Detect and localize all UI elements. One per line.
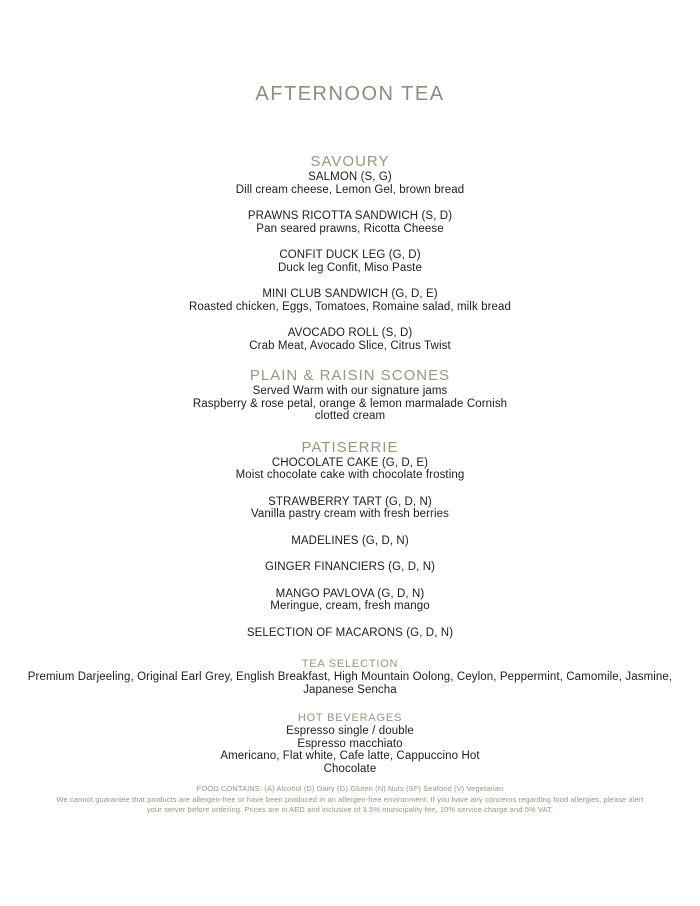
menu-item [0,457,700,482]
menu-item [0,627,700,640]
item-description: Roasted chicken, Eggs, Tomatoes, Romaine salad, milk bread [189,300,511,313]
item-name: CHOCOLATE CAKE (G, D, E) [271,456,429,469]
section-patisserie [0,440,700,640]
scones-line: Raspberry & rose petal, orange & lemon marmalade Cornish [192,397,508,410]
section-tea-selection [0,658,700,696]
hot-beverages-line: Espresso macchiato [297,737,403,750]
hot-beverages-line: Chocolate [323,762,377,775]
item-description: Moist chocolate cake with chocolate frosting [235,469,465,481]
item-name: CONFIT DUCK LEG (G, D) [279,249,421,261]
scones-header: PLAIN & RAISIN SCONES [249,367,451,384]
allergen-disclaimer-line-1: We cannot guarantee that products are allergen-free or have been produced in an allergen-free environment. If you have any concerns regarding food allergies, please alert [56,794,644,804]
tea-selection-line: Japanese Sencha [303,683,397,696]
tea-selection-header: TEA SELECTION [301,658,399,670]
scones-line: clotted cream [314,410,386,422]
footer [0,784,700,816]
section-hot-beverages [0,712,700,775]
allergen-legend: FOOD CONTAINS: (A) Alcohol (D) Dairy (G) Gluten (N) Nuts (SF) Seafood (V) Vegetarian [196,784,504,793]
item-name: STRAWBERRY TART (G, D, N) [268,495,432,508]
item-description: Crab Meat, Avocado Slice, Citrus Twist [249,339,451,352]
item-name: MINI CLUB SANDWICH (G, D, E) [262,288,438,300]
menu-item [0,171,700,196]
menu-item [0,496,700,521]
allergen-disclaimer-line-2: your server before ordering. Prices are in AED and inclusive of 3.5% municipality fee, 10% service charge and 5% VAT. [146,805,554,814]
item-name: AVOCADO ROLL (S, D) [287,327,413,339]
tea-selection-line: Premium Darjeeling, Original Earl Grey, English Breakfast, High Mountain Oolong, Ceylon, Peppermint, Camomile, Jasmine, [27,671,673,683]
section-savoury [0,154,700,352]
menu-item [0,249,700,274]
item-description: Meringue, cream, fresh mango [270,600,430,612]
menu-item [0,210,700,235]
item-name: SALMON (S, G) [308,171,392,183]
item-description: Dill cream cheese, Lemon Gel, brown bread [235,183,465,196]
menu-item [0,535,700,548]
savoury-header: SAVOURY [310,153,390,170]
item-name: GINGER FINANCIERS (G, D, N) [264,561,436,573]
menu-item [0,561,700,574]
item-description: Vanilla pastry cream with fresh berries [251,508,449,520]
menu-item [0,588,700,613]
item-description: Duck leg Confit, Miso Paste [278,261,422,274]
menu-title: AFTERNOON TEA [255,83,445,105]
item-name: MADELINES (G, D, N) [291,534,409,547]
item-description: Pan seared prawns, Ricotta Cheese [256,222,444,235]
section-scones [0,368,700,423]
item-name: MANGO PAVLOVA (G, D, N) [275,587,425,600]
hot-beverages-header: HOT BEVERAGES [297,712,403,724]
menu-item [0,288,700,313]
hot-beverages-line: Espresso single / double [286,725,414,737]
item-name: PRAWNS RICOTTA SANDWICH (S, D) [247,210,453,222]
patisserie-header: PATISERRIE [301,438,399,456]
scones-line: Served Warm with our signature jams [252,385,448,397]
item-name: SELECTION OF MACARONS (G, D, N) [246,626,454,639]
hot-beverages-line: Americano, Flat white, Cafe latte, Cappuccino Hot [220,750,480,762]
menu-item [0,327,700,352]
